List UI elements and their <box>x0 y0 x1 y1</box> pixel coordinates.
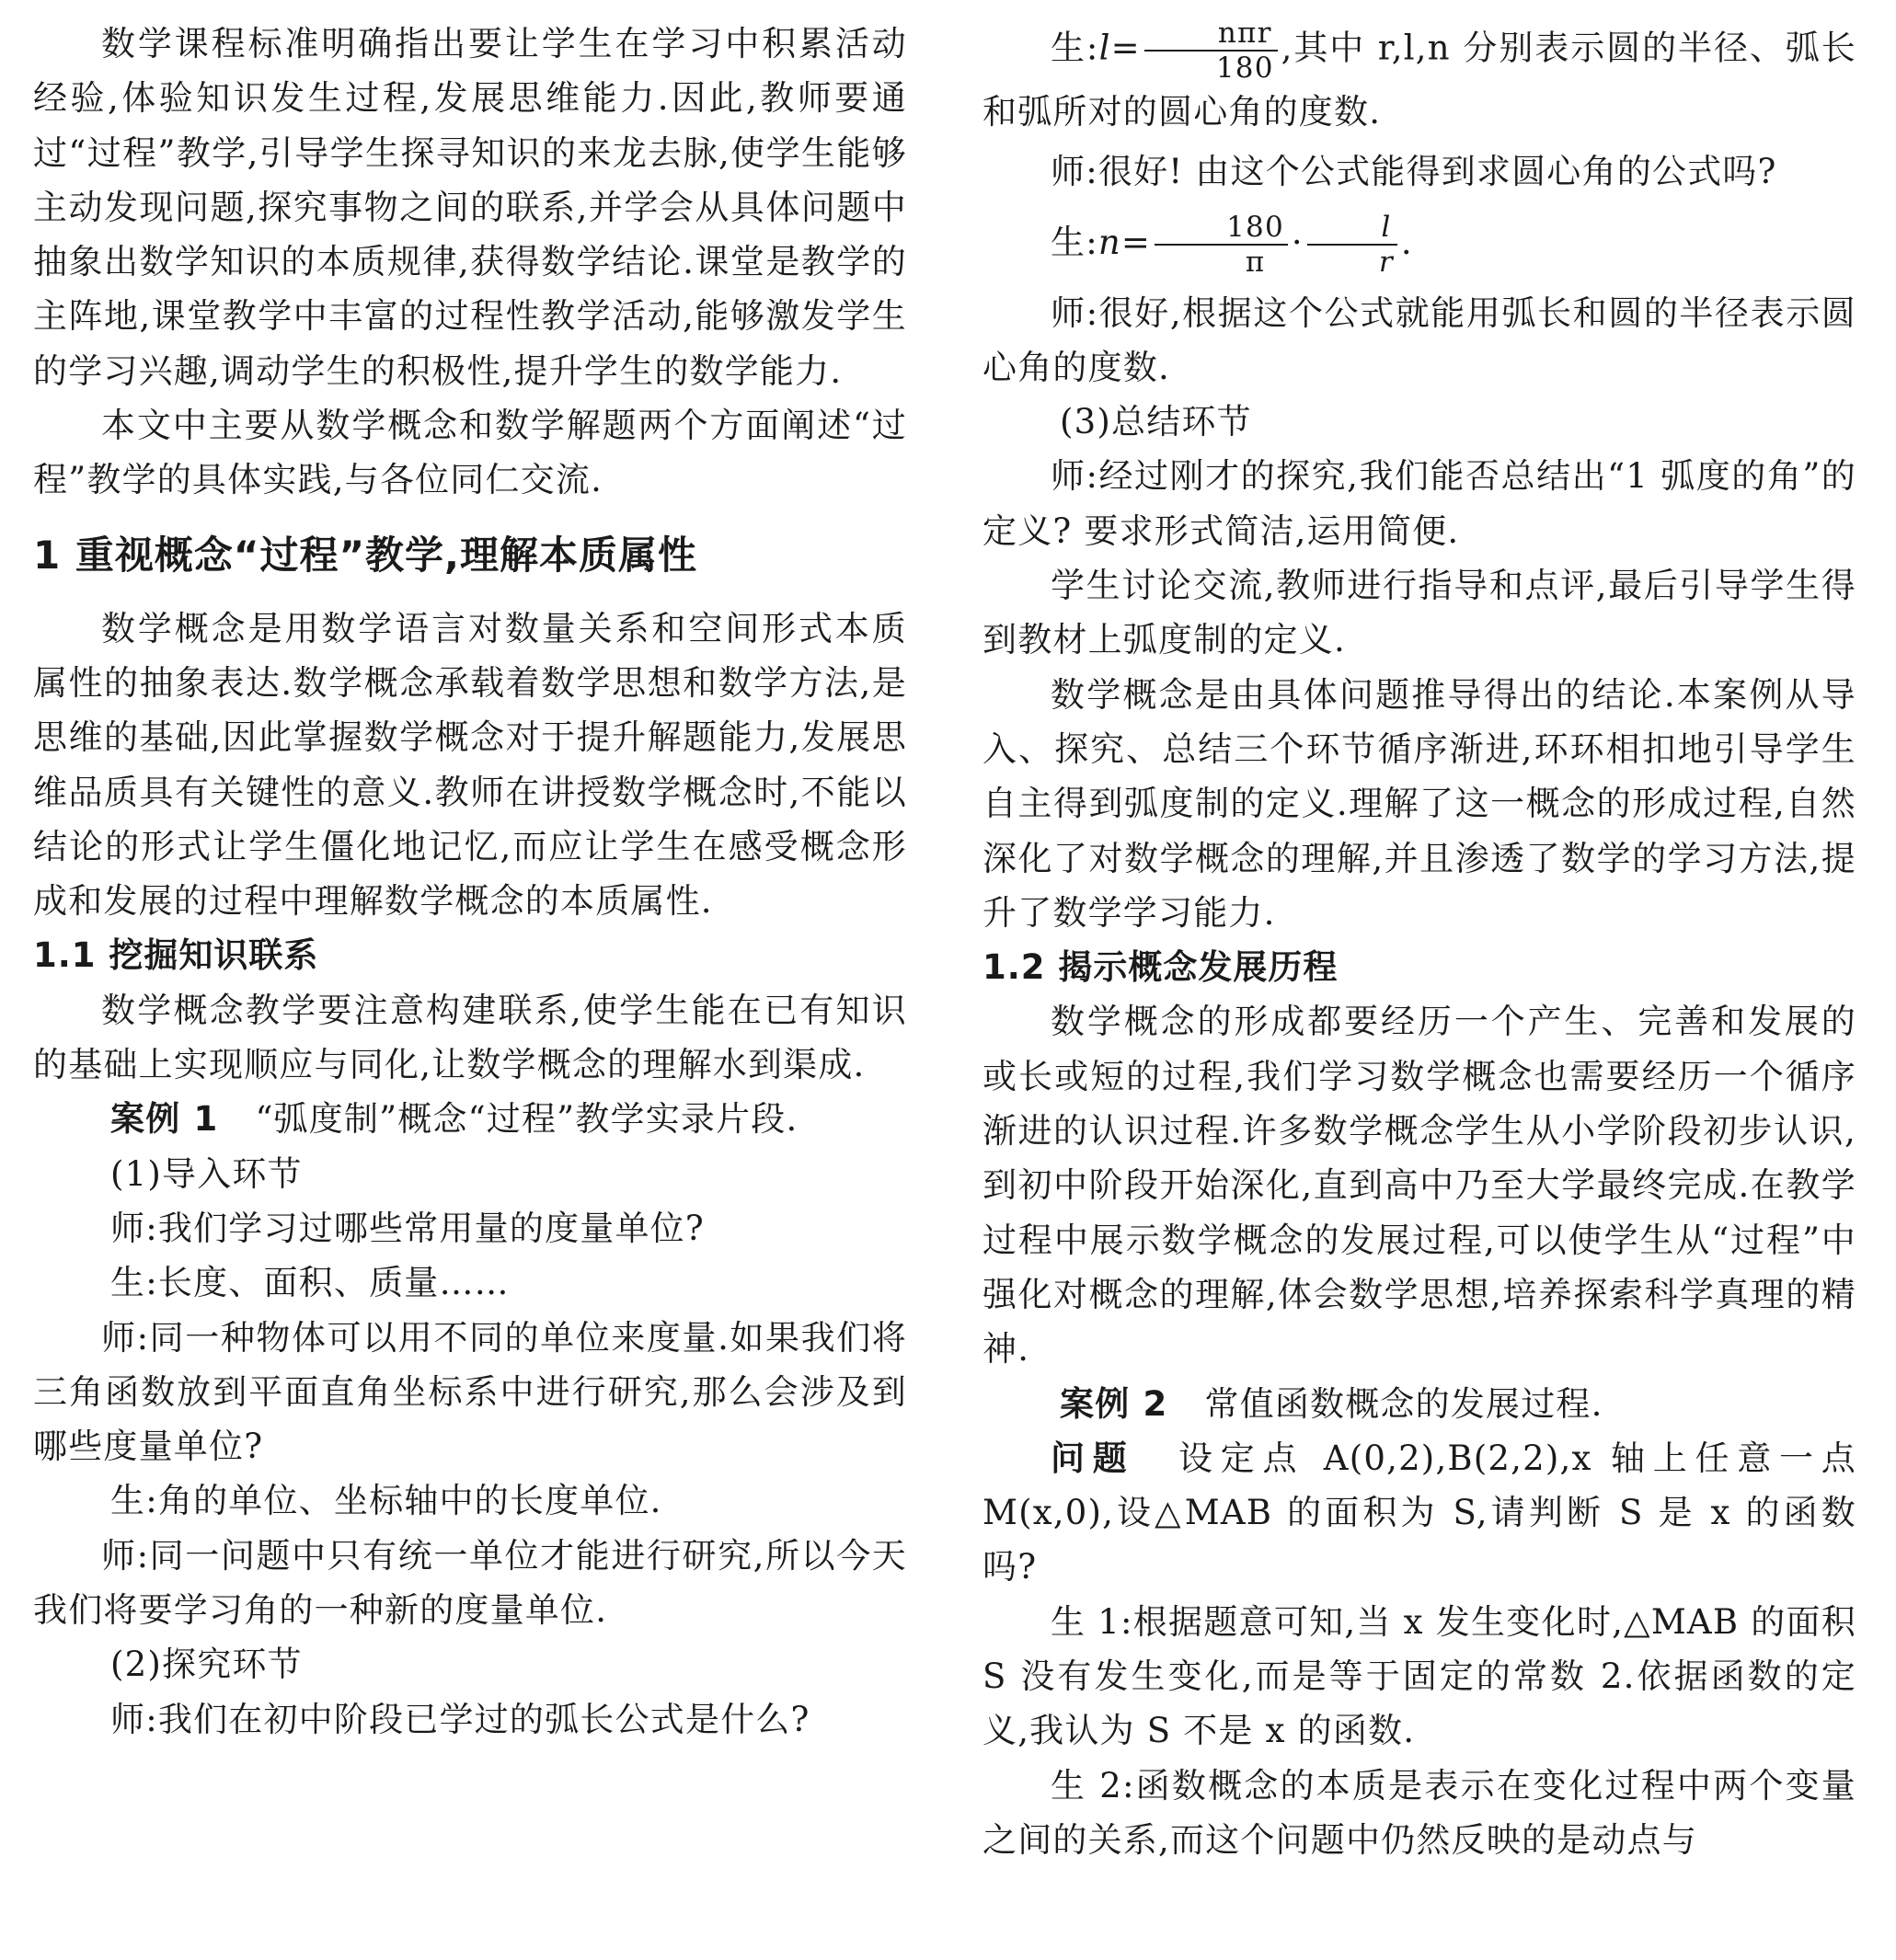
section-1-heading: 1 重视概念“过程”教学,理解本质属性 <box>33 532 698 578</box>
formula-var: l <box>1098 28 1111 68</box>
fraction <box>1144 17 1278 85</box>
fraction-denominator: π <box>1245 246 1266 280</box>
student-1-answer: 生 1:根据题意可知,当 x 发生变化时,△MAB 的面积 S 没有发生变化,而是等于固定的常数 2.依据函数的定义,我认为 S 不是 x 的函数. <box>982 1601 1856 1751</box>
fraction-numerator: 180 <box>1155 211 1288 246</box>
dialogue-line: 师:我们学习过哪些常用量的度量单位? <box>110 1208 705 1248</box>
case-2-line <box>982 1377 1856 1431</box>
step-1-label: (1)导入环节 <box>110 1153 303 1194</box>
formula-explanation: ,其中 r,l,n 分别表示圆的半径、弧长和弧所对的圆心角的度数. <box>982 28 1856 132</box>
step-3-label: (3)总结环节 <box>1060 402 1252 442</box>
formula-var: n <box>1097 222 1121 262</box>
dialogue-line: 师:很好,根据这个公式就能用弧长和圆的半径表示圆心角的度数. <box>982 292 1856 387</box>
discussion-paragraph: 学生讨论交流,教师进行指导和点评,最后引导学生得到教材上弧度制的定义. <box>982 566 1856 660</box>
speaker-student: 生: <box>1051 222 1098 262</box>
formula-eq: = <box>1110 28 1141 68</box>
dialogue-line: 师:同一问题中只有统一单位才能进行研究,所以今天我们将要学习角的一种新的度量单位. <box>33 1535 907 1631</box>
formula-dot: · <box>1291 222 1304 262</box>
section-1-2-heading: 1.2 揭示概念发展历程 <box>982 947 1339 988</box>
problem-text: 设定点 A(0,2),B(2,2),x 轴上任意一点 M(x,0),设△MAB 的面积为 S,请判断 S 是 x 的函数吗? <box>982 1438 1856 1587</box>
dialogue-line: 师:经过刚才的探究,我们能否总结出“1 弧度的角”的定义? 要求形式简洁,运用简便. <box>982 456 1856 551</box>
arc-length-formula-line <box>982 17 1856 139</box>
fraction-denominator: 180 <box>1215 52 1274 85</box>
concept-paragraph: 数学概念是用数学语言对数量关系和空间形式本质属性的抽象表达.数学概念承载着数学思想和数学方法,是思维的基础,因此掌握数学概念对于提升解题能力,发展思维品质具有关键性的意义.教师在讲授数学概念时,不能以结论的形式让学生僵化地记忆,而应让学生在感受概念形成和发展的过程中理解数学概念的本质属性. <box>33 608 907 922</box>
case-2-label: 案例 2 <box>1060 1383 1168 1424</box>
intro-paragraph: 数学课程标准明确指出要让学生在学习中积累活动经验,体验知识发生过程,发展思维能力.因此,教师要通过“过程”教学,引导学生探寻知识的来龙去脉,使学生能够主动发现问题,探究事物之间的联系,并学会从具体问题中抽象出数学知识的本质规律,获得数学结论.课堂是教学的主阵地,课堂教学中丰富的过程性教学活动,能够激发学生的学习兴趣,调动学生的积极性,提升学生的数学能力. <box>33 24 907 391</box>
section-1-1-paragraph: 数学概念教学要注意构建联系,使学生能在已有知识的基础上实现顺应与同化,让数学概念的理解水到渠成. <box>33 990 907 1085</box>
case-1-line <box>33 1092 907 1146</box>
problem-paragraph <box>982 1431 1856 1595</box>
fraction-numerator: nπr <box>1144 17 1278 52</box>
problem-label: 问题 <box>1051 1438 1135 1478</box>
dialogue-line: 师:同一种物体可以用不同的单位来度量.如果我们将三角函数放到平面直角坐标系中进行研究,那么会涉及到哪些度量单位? <box>33 1317 907 1467</box>
formula-end: . <box>1400 222 1413 262</box>
left-column <box>33 17 907 1747</box>
fraction <box>1307 211 1397 279</box>
step-2-label: (2)探究环节 <box>110 1645 303 1685</box>
central-angle-formula-line <box>982 200 1856 286</box>
case-1-label: 案例 1 <box>110 1099 219 1140</box>
intro-paragraph-2: 本文中主要从数学概念和数学解题两个方面阐述“过程”教学的具体实践,与各位同仁交流. <box>33 406 907 500</box>
fraction-numerator: l <box>1307 211 1397 246</box>
summary-paragraph: 数学概念是由具体问题推导得出的结论.本案例从导入、探究、总结三个环节循序渐进,环环相扣地引导学生自主得到弧度制的定义.理解了这一概念的形成过程,自然深化了对数学概念的理解,并且渗透了数学的学习方法,提升了数学学习能力. <box>982 674 1856 933</box>
student-2-answer: 生 2:函数概念的本质是表示在变化过程中两个变量之间的关系,而这个问题中仍然反映的是动点与 <box>982 1765 1856 1860</box>
fraction <box>1155 211 1288 279</box>
right-column <box>982 17 1856 1867</box>
speaker-student: 生: <box>1051 28 1099 68</box>
section-1-2-paragraph: 数学概念的形成都要经历一个产生、完善和发展的或长或短的过程,我们学习数学概念也需要经历一个循序渐进的认识过程.许多数学概念学生从小学阶段初步认识,到初中阶段开始深化,直到高中乃至大学最终完成.在教学过程中展示数学概念的发展过程,可以使学生从“过程”中强化对概念的理解,体会数学思想,培养探索科学真理的精神. <box>982 1002 1856 1370</box>
dialogue-line: 生:角的单位、坐标轴中的长度单位. <box>110 1481 662 1521</box>
case-1-text: “弧度制”概念“过程”教学实录片段. <box>255 1099 799 1140</box>
dialogue-line: 师:我们在初中阶段已学过的弧长公式是什么? <box>110 1699 810 1739</box>
section-1-1-heading: 1.1 挖掘知识联系 <box>33 935 319 976</box>
dialogue-line: 生:长度、面积、质量…… <box>110 1263 510 1303</box>
dialogue-line: 师:很好! 由这个公式能得到求圆心角的公式吗? <box>1051 152 1777 192</box>
formula-eq: = <box>1120 222 1152 262</box>
fraction-denominator: r <box>1378 246 1394 280</box>
case-2-text: 常值函数概念的发展过程. <box>1204 1383 1603 1424</box>
